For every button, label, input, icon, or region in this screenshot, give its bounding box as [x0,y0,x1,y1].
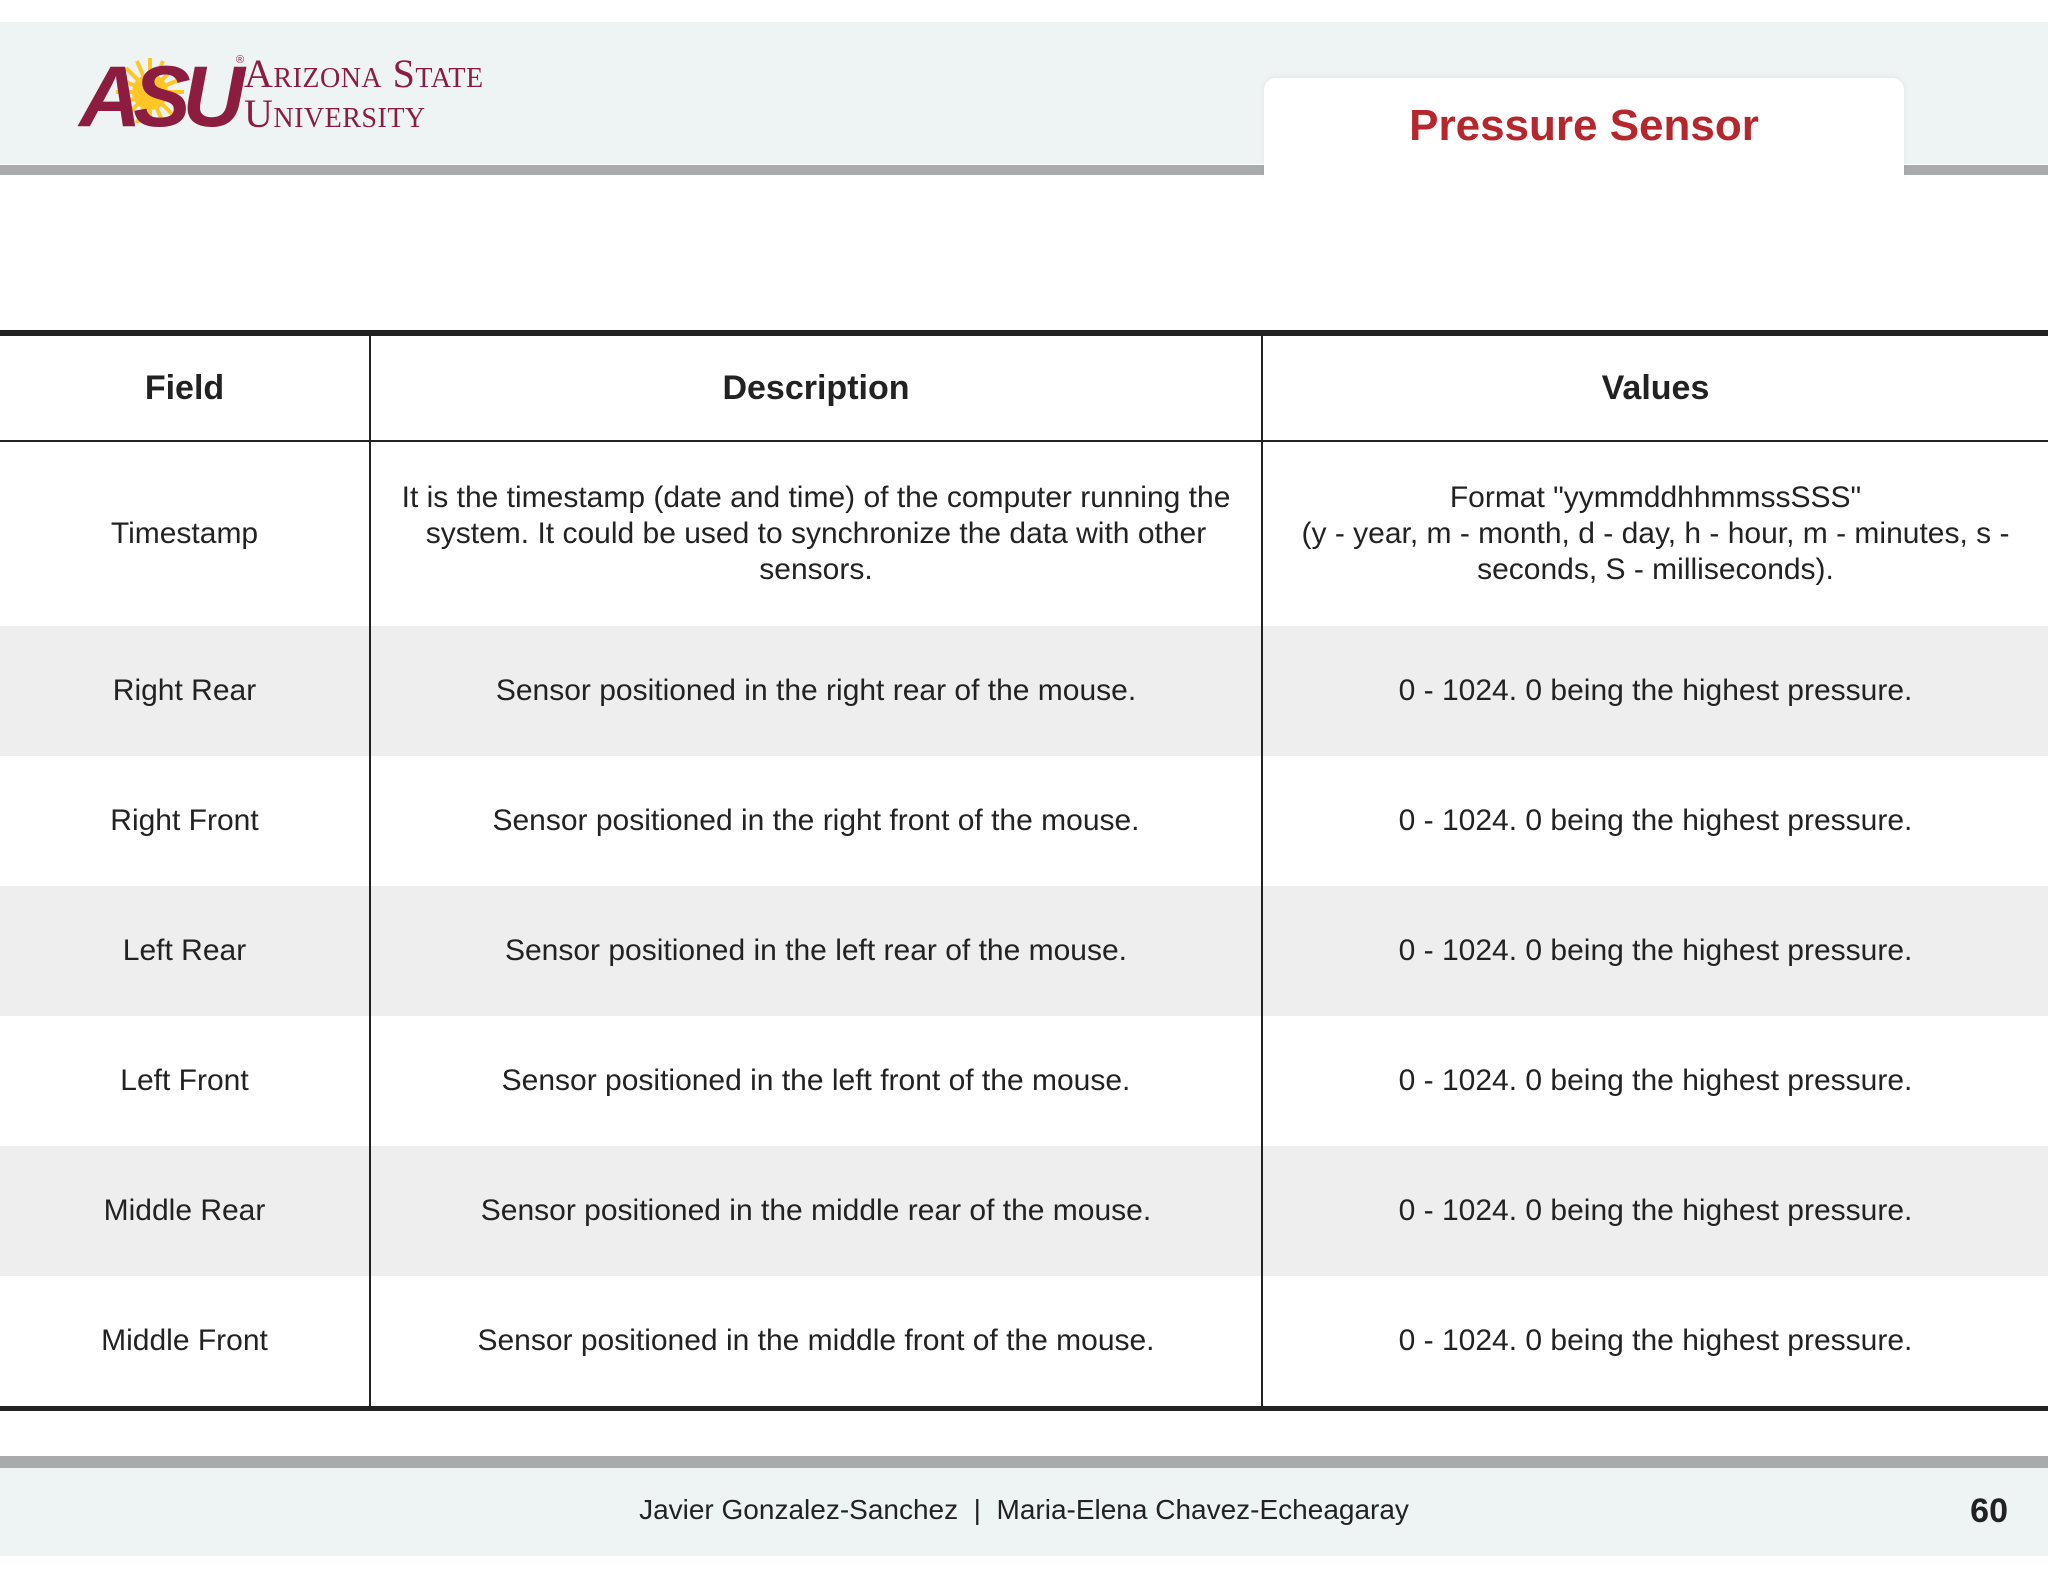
cell-values: 0 - 1024. 0 being the highest pressure. [1262,1276,2048,1409]
sensor-table-wrap [0,330,2048,1411]
cell-values: 0 - 1024. 0 being the highest pressure. [1262,1146,2048,1276]
title-tab-join [1264,160,1904,184]
cell-values [1262,441,2048,626]
cell-values: 0 - 1024. 0 being the highest pressure. [1262,886,2048,1016]
cell-field: Left Front [120,1064,249,1097]
cell-values: 0 - 1024. 0 being the highest pressure. [1262,1016,2048,1146]
values-legend: (y - year, m - month, d - day, h - hour, m - minutes, s - seconds, S - milliseconds). [1301,517,2010,586]
cell-description: Sensor positioned in the left front of the mouse. [370,1016,1262,1146]
cell-description: Sensor positioned in the right front of the mouse. [370,756,1262,886]
cell-field: Right Rear [0,626,370,756]
header-description: Description [370,333,1262,441]
table-row [0,886,2048,1016]
cell-field: Middle Rear [0,1146,370,1276]
cell-values: 0 - 1024. 0 being the highest pressure. [1262,626,2048,756]
cell-description: Sensor positioned in the left rear of the mouse. [370,886,1262,1016]
logo-line-2: University [244,91,426,136]
cell-description: Sensor positioned in the middle rear of the mouse. [370,1146,1262,1276]
registered-icon: ® [236,54,245,66]
cell-values: 0 - 1024. 0 being the highest pressure. [1262,756,2048,886]
logo-mark-text: ASU [79,50,237,134]
table-row [0,441,2048,626]
asu-logo-mark [68,50,248,134]
table-header-row [0,333,2048,441]
page-number: 60 [1970,1492,2008,1530]
page-title: Pressure Sensor [1409,101,1759,150]
table-row [0,756,2048,886]
table-row [0,1146,2048,1276]
cell-description: Sensor positioned in the right rear of the mouse. [370,626,1262,756]
values-format: Format "yymmddhhmmssSSS" [1449,481,1862,514]
cell-field: Right Front [110,804,259,837]
cell-description: It is the timestamp (date and time) of the computer running the system. It could be used to synchronize the data with other sensors. [370,441,1262,626]
header-field: Field [0,333,370,441]
table-row [0,626,2048,756]
sensor-fields-table [0,330,2048,1411]
footer-authors: Javier Gonzalez-Sanchez | Maria-Elena Chavez-Echeagaray [639,1494,1409,1525]
asu-logo [68,50,548,135]
header-values: Values [1262,333,2048,441]
footer-rule [0,1456,2048,1468]
cell-description: Sensor positioned in the middle front of the mouse. [370,1276,1262,1409]
logo-wordmark [244,51,484,136]
cell-field: Timestamp [110,517,259,550]
logo-line-1: Arizona State [244,51,484,96]
cell-field: Left Rear [0,886,370,1016]
table-row [0,1276,2048,1409]
cell-field: Middle Front [0,1276,370,1409]
table-row [0,1016,2048,1146]
